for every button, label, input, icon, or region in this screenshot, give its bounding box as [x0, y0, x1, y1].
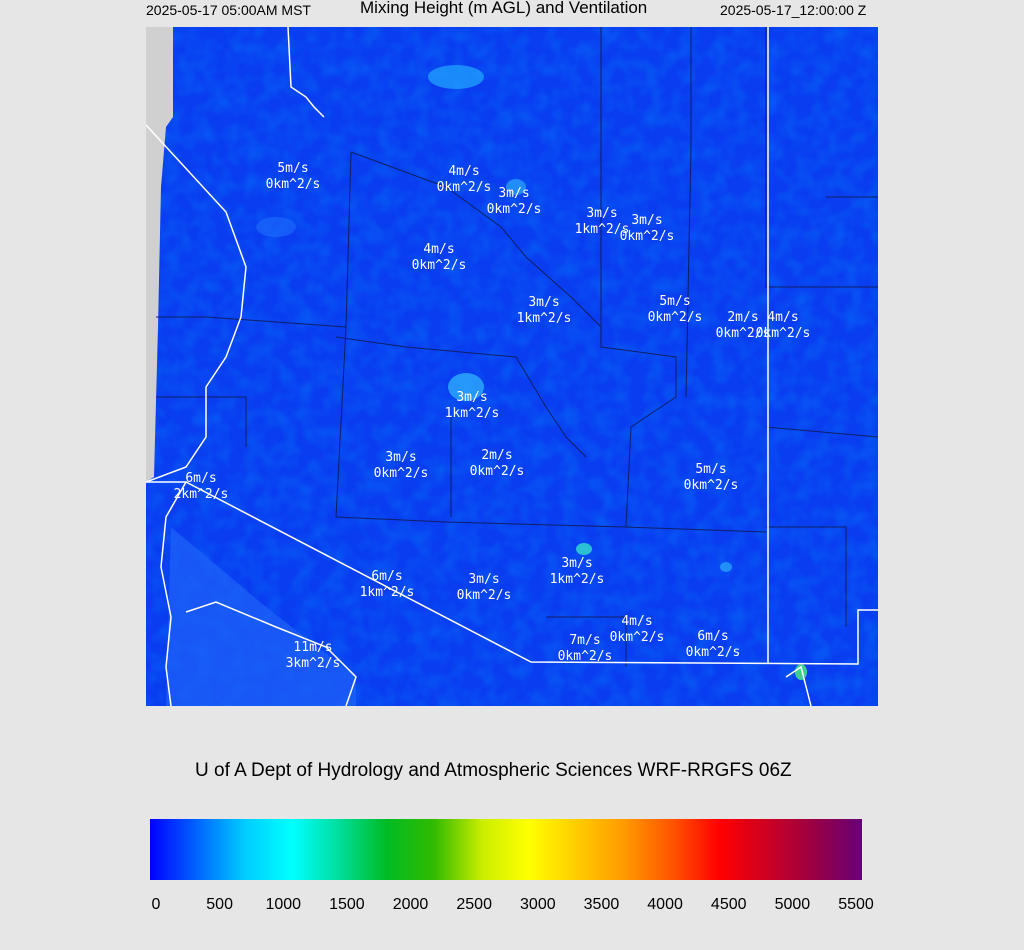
colorbar-tick-label: 5000: [774, 896, 811, 913]
mixing-height-map: [146, 27, 878, 706]
ventilation-label: 1km^2/s: [549, 572, 605, 587]
wind-speed-label: 3m/s: [561, 556, 593, 571]
wind-speed-label: 4m/s: [423, 242, 455, 257]
wind-speed-label: 2m/s: [481, 448, 513, 463]
wind-speed-label: 3m/s: [456, 390, 488, 405]
ventilation-label: 0km^2/s: [685, 645, 741, 660]
wind-speed-label: 4m/s: [448, 164, 480, 179]
wind-speed-label: 3m/s: [631, 213, 663, 228]
ventilation-label: 1km^2/s: [359, 585, 415, 600]
colorbar-tick-label: 3000: [520, 896, 556, 913]
wind-speed-label: 6m/s: [185, 471, 217, 486]
station-label: [286, 640, 341, 671]
wind-speed-label: 11m/s: [293, 640, 333, 655]
ventilation-label: 0km^2/s: [715, 326, 771, 341]
utc-time-label: 2025-05-17_12:00:00 Z: [720, 2, 867, 18]
wind-speed-label: 4m/s: [767, 310, 799, 325]
ventilation-label: 0km^2/s: [373, 466, 429, 481]
ventilation-label: 0km^2/s: [486, 202, 542, 217]
wind-speed-label: 3m/s: [385, 450, 417, 465]
ventilation-label: 3km^2/s: [285, 656, 341, 671]
colorbar: [150, 819, 862, 880]
wind-speed-label: 5m/s: [659, 294, 691, 309]
wind-speed-label: 6m/s: [371, 569, 403, 584]
colorbar-tick-label: 4500: [710, 896, 747, 913]
ventilation-label: 0km^2/s: [619, 229, 675, 244]
ventilation-label: 0km^2/s: [469, 464, 525, 479]
wind-speed-label: 3m/s: [498, 186, 530, 201]
ventilation-label: 1km^2/s: [574, 222, 630, 237]
ventilation-label: 0km^2/s: [265, 177, 321, 192]
colorbar-tick-label: 4000: [647, 896, 683, 913]
ventilation-label: 0km^2/s: [755, 326, 811, 341]
wind-speed-label: 7m/s: [569, 633, 601, 648]
ventilation-label: 1km^2/s: [516, 311, 572, 326]
local-time-label: 2025-05-17 05:00AM MST: [146, 2, 311, 18]
ventilation-label: 1km^2/s: [444, 406, 500, 421]
colorbar-tick-label: 2500: [456, 896, 492, 913]
credit-line: U of A Dept of Hydrology and Atmospheric Sciences WRF-RRGFS 06Z: [195, 760, 792, 781]
map-title: Mixing Height (m AGL) and Ventilation: [360, 0, 648, 17]
wind-speed-label: 5m/s: [277, 161, 309, 176]
wind-speed-label: 3m/s: [468, 572, 500, 587]
wind-speed-label: 6m/s: [697, 629, 729, 644]
colorbar-tick-label: 1500: [329, 896, 365, 913]
ventilation-label: 0km^2/s: [557, 649, 613, 664]
colorbar-tick-label: 0: [151, 896, 161, 913]
wind-speed-label: 4m/s: [621, 614, 653, 629]
ventilation-label: 0km^2/s: [411, 258, 467, 273]
colorbar-tick-label: 3500: [583, 896, 620, 913]
colorbar-tick-label: 2000: [392, 896, 429, 913]
ventilation-label: 0km^2/s: [647, 310, 703, 325]
colorbar-tick-label: 5500: [838, 896, 874, 913]
colorbar-tick-label: 500: [206, 896, 233, 913]
ventilation-label: 0km^2/s: [456, 588, 512, 603]
ventilation-label: 0km^2/s: [436, 180, 492, 195]
ventilation-label: 0km^2/s: [609, 630, 665, 645]
ventilation-label: 2km^2/s: [173, 487, 229, 502]
wind-speed-label: 2m/s: [727, 310, 759, 325]
wind-speed-label: 3m/s: [528, 295, 560, 310]
wind-speed-label: 3m/s: [586, 206, 618, 221]
colorbar-tick-label: 1000: [265, 896, 302, 913]
wind-speed-label: 5m/s: [695, 462, 727, 477]
ventilation-label: 0km^2/s: [683, 478, 739, 493]
